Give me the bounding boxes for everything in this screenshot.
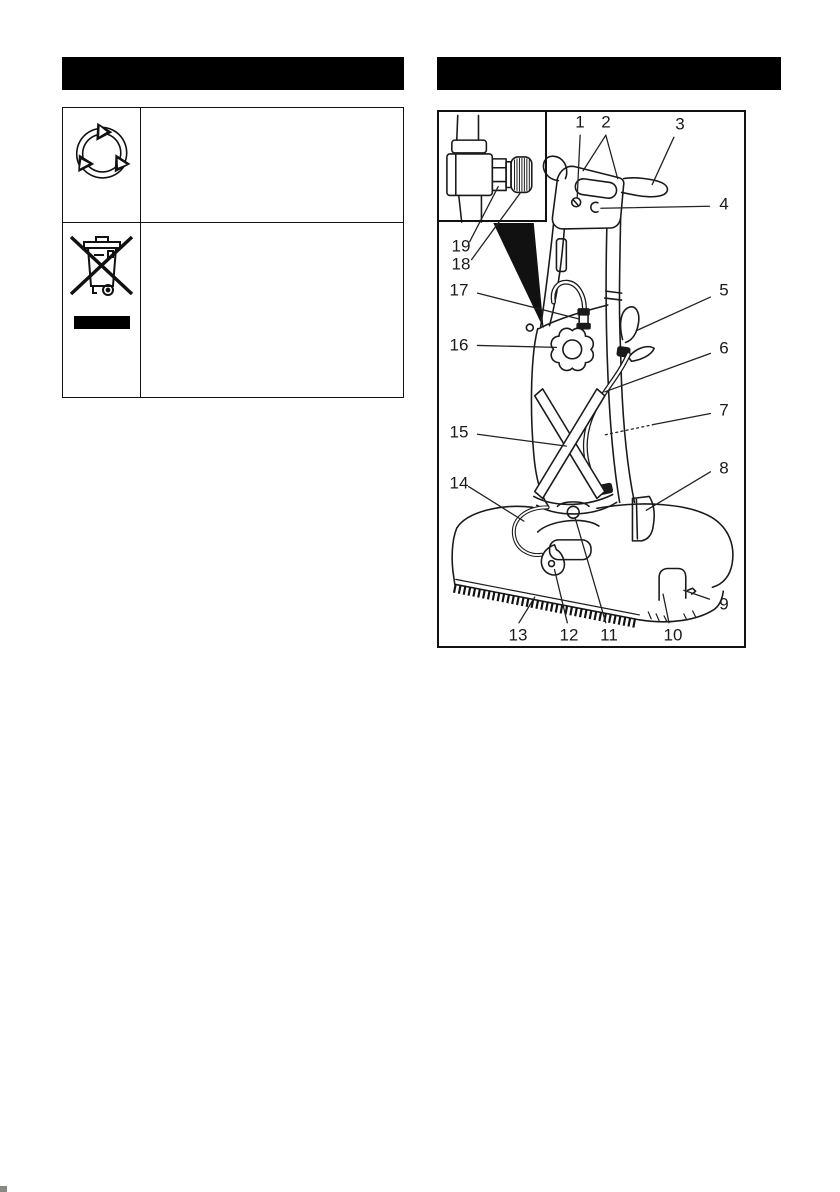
leader-lines — [469, 135, 711, 623]
callout-14: 14 — [449, 473, 469, 493]
callout-11: 11 — [600, 625, 618, 645]
hose-connector — [578, 309, 589, 315]
brush-bristles — [454, 588, 638, 624]
machine-drawing — [449, 156, 733, 624]
right-section-header-bar — [437, 57, 781, 90]
right-grip — [622, 178, 668, 197]
callout-9: 9 — [719, 594, 729, 614]
callout-7: 7 — [719, 400, 729, 420]
symbols-table — [62, 107, 404, 398]
floor-scrubber-diagram — [439, 112, 744, 646]
handle-recess — [574, 178, 617, 199]
callout-8: 8 — [719, 458, 729, 478]
left-section-header-bar — [62, 57, 404, 90]
callout-12: 12 — [559, 625, 579, 645]
callout-18: 18 — [451, 254, 471, 274]
callout-19: 19 — [451, 236, 471, 256]
weee-description — [141, 223, 403, 397]
table-row-weee — [63, 223, 403, 397]
callout-5: 5 — [719, 280, 729, 300]
cable-hook-lower — [629, 347, 655, 362]
page-corner-mark — [0, 1186, 7, 1192]
button-4 — [591, 202, 598, 212]
inset-pointer-wedge — [493, 223, 543, 329]
callout-16: 16 — [449, 335, 469, 355]
swivel-joint — [567, 506, 579, 518]
cable-hook-upper — [621, 307, 639, 343]
table-row-recycling — [63, 108, 403, 223]
recycling-description — [141, 108, 403, 222]
recycling-symbol-icon — [70, 117, 134, 189]
callout-6: 6 — [719, 338, 729, 358]
tank-cap-knob — [551, 328, 593, 370]
weee-crossed-out-wheeled-bin-icon — [69, 232, 135, 308]
coupling-inset-drawing — [447, 115, 532, 222]
callout-4: 4 — [719, 194, 729, 214]
weee-date-bar — [74, 316, 130, 329]
callout-2: 2 — [601, 112, 611, 132]
callout-1: 1 — [575, 112, 585, 132]
callout-15: 15 — [449, 422, 469, 442]
callout-10: 10 — [663, 625, 683, 645]
callout-17: 17 — [449, 280, 469, 300]
callout-3: 3 — [675, 114, 685, 134]
callout-13: 13 — [508, 625, 528, 645]
left-grip — [543, 156, 566, 180]
